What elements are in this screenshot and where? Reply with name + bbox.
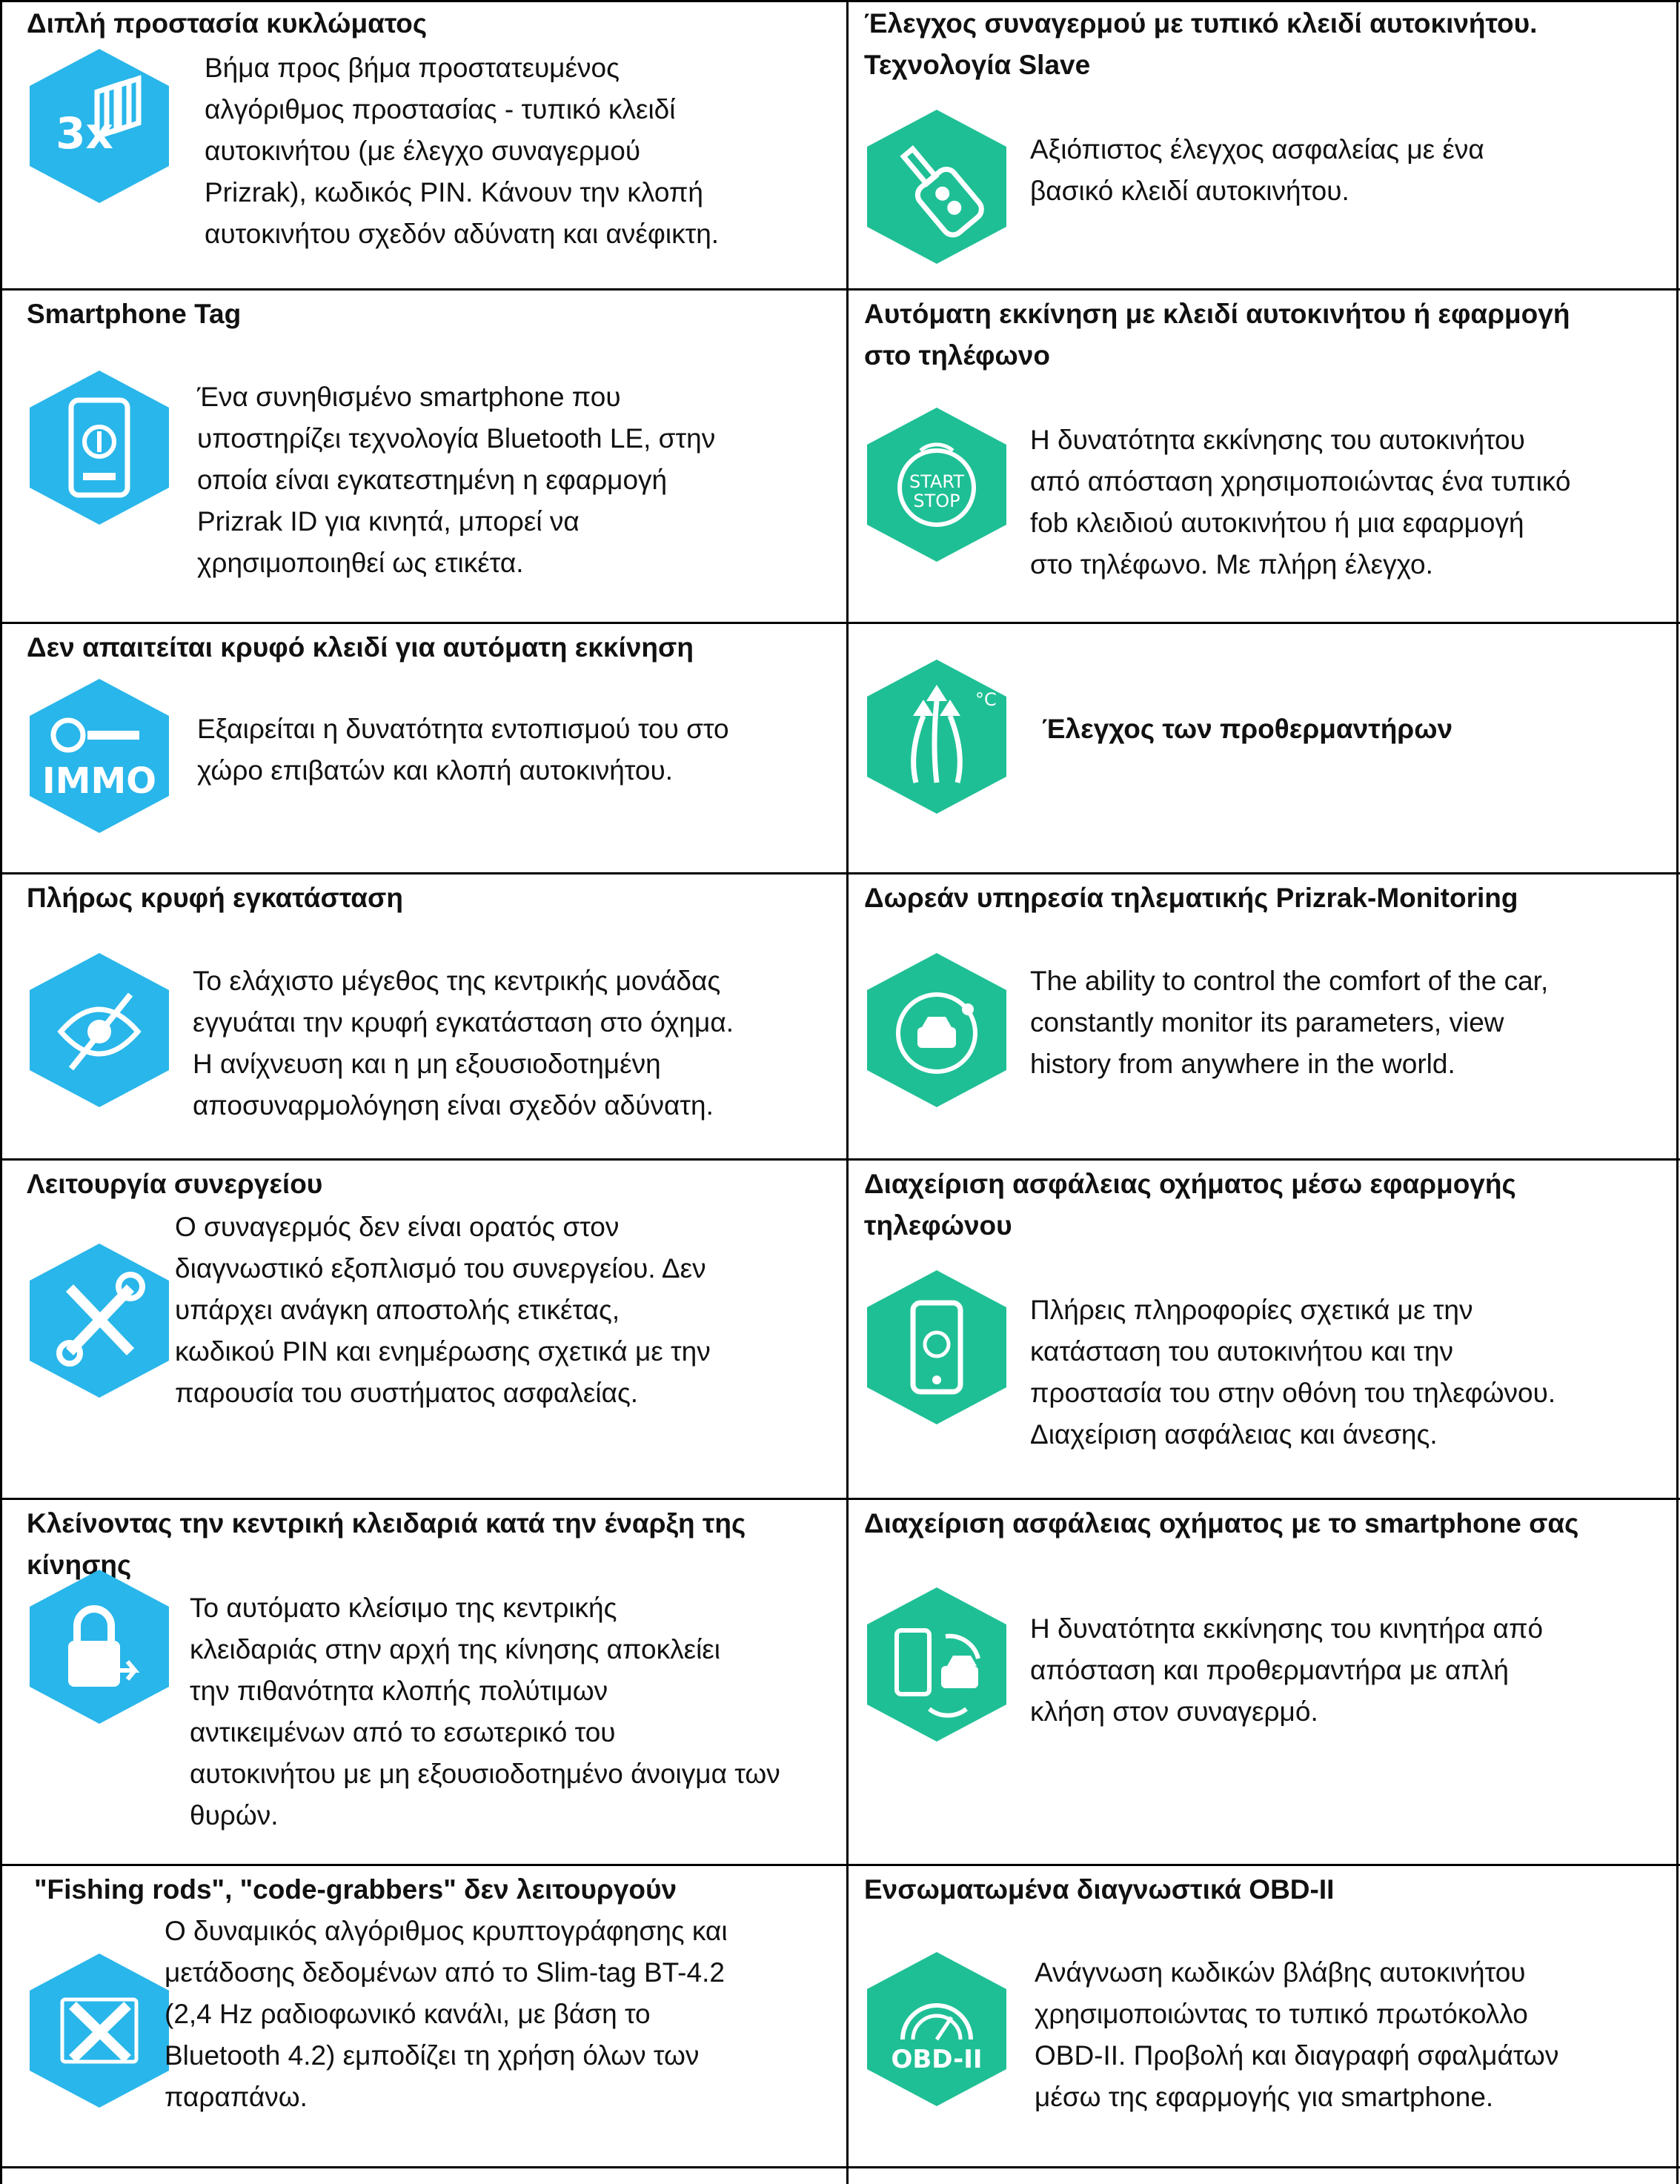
feature-description: Ο συναγερμός δεν είναι ορατός στον διαγνωστικό εξοπλισμό του συνεργείου. Δεν υπάρχει ανάγκη αποστολής ετικέτας, κωδικού PIN και ενημέρωσης σχετικά με την παρουσία του συστήματος ασφαλείας.: [175, 1212, 711, 1408]
feature-description: Ένα συνηθισμένο smartphone που υποστηρίζει τεχνολογία Bluetooth LE, στην οποία είναι εγκατεστημένη η εφαρμογή Prizrak ID για κινητά, μπορεί να χρησιμοποιηθεί ως ετικέτα.: [197, 382, 716, 578]
feature-title: Δωρεάν υπηρεσία τηλεματικής Prizrak-Monitoring: [864, 883, 1518, 913]
row-divider: [0, 0, 1680, 2]
feature-title: "Fishing rods", "code-grabbers" δεν λειτουργούν: [34, 1874, 677, 1905]
row-divider: [0, 288, 1680, 291]
feature-title: Δεν απαιτείται κρυφό κλειδί για αυτόματη εκκίνηση: [27, 632, 694, 663]
feature-description: Έλεγχος των προθερμαντήρων: [1042, 714, 1453, 744]
row-divider: [0, 1864, 1680, 1866]
svg-text:3x: 3x: [56, 108, 113, 159]
service-tools-icon: [27, 1241, 172, 1401]
feature-description: The ability to control the comfort of the car, constantly monitor its parameters, view history from anywhere in the world.: [1030, 966, 1549, 1079]
row-divider: [0, 1498, 1680, 1500]
column-divider: [846, 0, 849, 2184]
feature-description: Η δυνατότητα εκκίνησης του αυτοκινήτου από απόσταση χρησιμοποιώντας ένα τυπικό fob κλειδιού αυτοκινήτου ή μια εφαρμογή στο τηλέφωνο. Με πλήρη έλεγχο.: [1030, 425, 1571, 580]
obd-gauge-icon: [864, 1949, 1009, 2109]
phone-car-call-icon: [864, 1584, 1009, 1745]
feature-description: Αξιόπιστος έλεγχος ασφαλείας με ένα βασικό κλειδί αυτοκινήτου.: [1030, 134, 1484, 206]
feature-title: Πλήρως κρυφή εγκατάσταση: [27, 883, 403, 913]
feature-description: Ανάγνωση κωδικών βλάβης αυτοκινήτου χρησιμοποιώντας το τυπικό πρωτόκολλο OBD-II. Προβολή και διαγραφή σφαλμάτων μέσω της εφαρμογής για smartphone.: [1035, 1957, 1559, 2112]
immo-key-icon: [27, 676, 172, 836]
feature-description: Βήμα προς βήμα προστατευμένος αλγόριθμος προστασίας - τυπικό κλειδί αυτοκινήτου (με έλεγχο συναγερμού Prizrak), κωδικός PIN. Κάνουν την κλοπή αυτοκινήτου σχεδόν αδύνατη και ανέφικτη.: [205, 53, 720, 249]
svg-text:°C: °C: [975, 689, 997, 710]
row-divider: [0, 2166, 1680, 2168]
hidden-eye-icon: [27, 950, 172, 1110]
feature-description: Το αυτόματο κλείσιμο της κεντρικής κλειδαριάς στην αρχή της κίνησης αποκλείει την πιθανότητα κλοπής πολύτιμων αντικειμένων από το εσωτερικό του αυτοκινήτου με μη εξουσιοδοτημένο άνοιγμα των θυρών.: [190, 1593, 780, 1830]
svg-text:IMMO: IMMO: [41, 760, 157, 802]
feature-description: Εξαιρείται η δυνατότητα εντοπισμού του στο χώρο επιβατών και κλοπή αυτοκινήτου.: [197, 714, 729, 786]
smartphone-tag-icon: [27, 368, 172, 528]
start-stop-icon: [864, 405, 1009, 565]
feature-description: Το ελάχιστο μέγεθος της κεντρικής μονάδας εγγυάται την κρυφή εγκατάσταση στο όχημα. Η ανίχνευση και η μη εξουσιοδοτημένη αποσυναρμολόγηση είναι σχεδόν αδύνατη.: [193, 966, 734, 1121]
feature-description: Η δυνατότητα εκκίνησης του κινητήρα από απόσταση και προθερμαντήρα με απλή κλήση στον συναγερμό.: [1030, 1613, 1544, 1727]
svg-text:OBD-II: OBD-II: [891, 2045, 983, 2074]
lock-arrow-icon: [27, 1567, 172, 1727]
feature-title: Διαχείριση ασφάλειας οχήματος με το smartphone σας: [864, 1508, 1579, 1539]
feature-title: Αυτόματη εκκίνηση με κλειδί αυτοκινήτου ή εφαρμογή στο τηλέφωνο: [864, 299, 1570, 371]
preheater-icon: [864, 657, 1009, 817]
feature-title: Έλεγχος συναγερμού με τυπικό κλειδί αυτοκινήτου. Τεχνολογία Slave: [864, 8, 1538, 80]
feature-title: Διαχείριση ασφάλειας οχήματος μέσω εφαρμογής τηλεφώνου: [864, 1169, 1516, 1241]
car-key-icon: [864, 107, 1009, 267]
feature-title: Ενσωματωμένα διαγνωστικά OBD-II: [864, 1874, 1335, 1905]
feature-title: Διπλή προστασία κυκλώματος: [27, 8, 428, 39]
phone-app-icon: [864, 1267, 1009, 1427]
row-divider: [0, 872, 1680, 874]
monitoring-car-icon: [864, 950, 1009, 1110]
svg-text:STOP: STOP: [913, 491, 960, 511]
feature-description: Ο δυναμικός αλγόριθμος κρυπτογράφησης και μετάδοσης δεδομένων από το Slim-tag BT-4.2 (2,4 Hz ραδιοφωνικό κανάλι, με βάση το Bluetooth 4.2) εμποδίζει τη χρήση όλων των παραπάνω.: [165, 1916, 728, 2112]
svg-text:START: START: [909, 471, 965, 492]
feature-title: Smartphone Tag: [27, 299, 242, 329]
row-divider: [0, 1158, 1680, 1161]
triple-protection-icon: [27, 46, 172, 206]
table-border-left: [0, 0, 2, 2184]
feature-title: Λειτουργία συνεργείου: [27, 1169, 323, 1199]
feature-title: Κλείνοντας την κεντρική κλειδαριά κατά την έναρξη της κίνησης: [27, 1508, 746, 1580]
code-grabber-blocked-icon: [27, 1951, 172, 2111]
row-divider: [0, 622, 1680, 624]
feature-description: Πλήρεις πληροφορίες σχετικά με την κατάσταση του αυτοκινήτου και την προστασία του στην οθόνη του τηλεφώνου. Διαχείριση ασφάλειας και άνεσης.: [1030, 1295, 1556, 1450]
